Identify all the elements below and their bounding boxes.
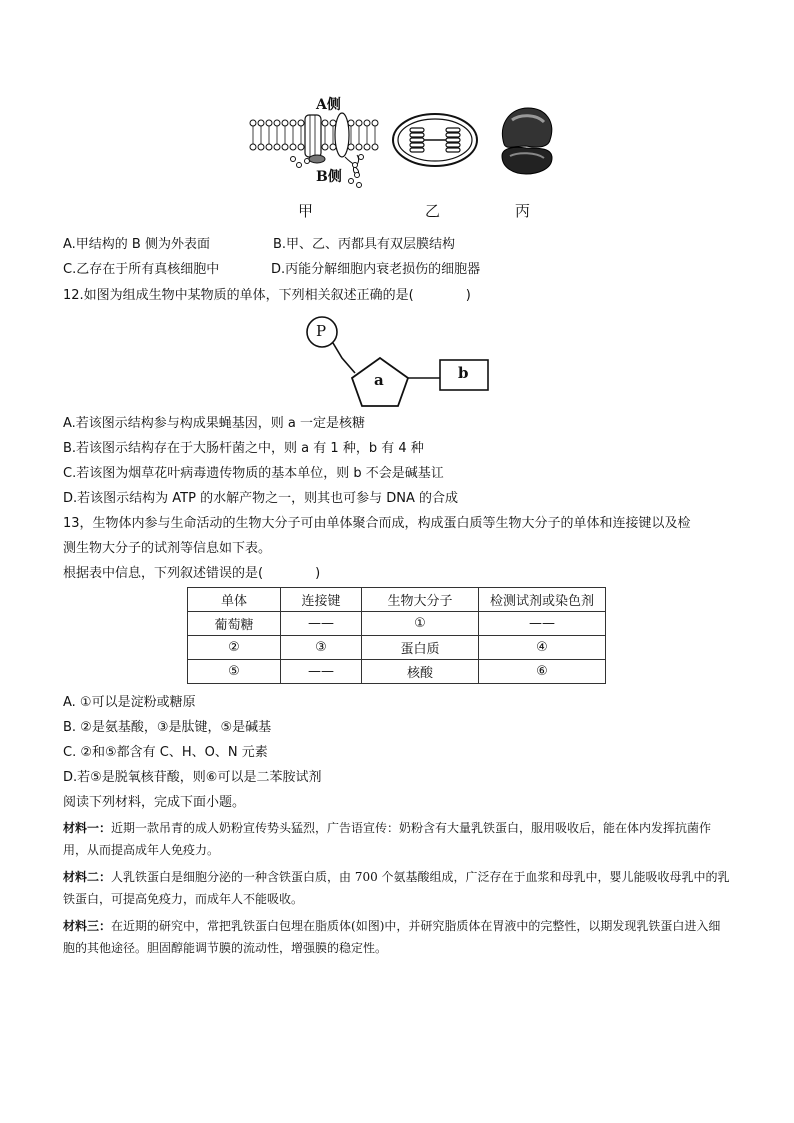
table-cell: ⑥ xyxy=(479,660,606,684)
q13-option-b: B. ②是氨基酸，③是肽键，⑤是碱基 xyxy=(63,720,272,735)
table-header-cell: 生物大分子 xyxy=(362,588,479,612)
q13-option-c: C. ②和⑤都含有 C、H、O、N 元素 xyxy=(63,745,268,760)
nucleotide-label-p: P xyxy=(316,322,327,340)
q13-stem-line3: 根据表中信息，下列叙述错误的是( ) xyxy=(63,566,321,581)
q12-option-b: B.若该图示结构存在于大肠杆菌之中，则 a 有 1 种，b 有 4 种 xyxy=(63,441,424,456)
material-text: 人乳铁蛋白是细胞分泌的一种含铁蛋白质，由 700 个氨基酸组成，广泛存在于血浆和母乳中，婴儿能吸收母乳中的乳铁蛋白，可提高免疫力，而成年人不能吸收。 xyxy=(63,870,730,906)
label-jia: 甲 xyxy=(298,202,314,220)
q11-option-d: D.丙能分解细胞内衰老损伤的细胞器 xyxy=(271,262,481,277)
q12-stem: 12.如图为组成生物中某物质的单体，下列相关叙述正确的是( ) xyxy=(63,288,471,303)
figure-membrane-jia xyxy=(245,95,380,190)
material-3 xyxy=(63,915,731,959)
table-cell: ⑤ xyxy=(188,660,281,684)
material-2 xyxy=(63,866,731,910)
table-header-cell: 检测试剂或染色剂 xyxy=(479,588,606,612)
table-row xyxy=(188,636,606,660)
figure-ribosome-bing xyxy=(496,104,558,176)
material-title: 材料三： xyxy=(63,919,112,933)
q13-stem-line1: 13，生物体内参与生命活动的生物大分子可由单体聚合而成，构成蛋白质等生物大分子的单体和连接键以及检 xyxy=(63,516,691,531)
q13-option-a: A. ①可以是淀粉或糖原 xyxy=(63,695,196,710)
material-text: 在近期的研究中，常把乳铁蛋白包埋在脂质体(如图)中，并研究脂质体在胃液中的完整性，以期发现乳铁蛋白进入细胞的其他途径。胆固醇能调节膜的流动性，增强膜的稳定性。 xyxy=(63,919,721,955)
q13-table xyxy=(187,587,606,684)
q12-option-d: D.若该图示结构为 ATP 的水解产物之一，则其也可参与 DNA 的合成 xyxy=(63,491,458,506)
nucleotide-label-b: b xyxy=(458,364,469,382)
table-header-cell: 连接键 xyxy=(281,588,362,612)
table-cell: ② xyxy=(188,636,281,660)
table-cell: ④ xyxy=(479,636,606,660)
table-cell: —— xyxy=(281,612,362,636)
table-cell: —— xyxy=(479,612,606,636)
label-yi: 乙 xyxy=(425,202,441,220)
table-cell: ③ xyxy=(281,636,362,660)
label-a-side: A侧 xyxy=(316,97,341,113)
q13-stem-line2: 测生物大分子的试剂等信息如下表。 xyxy=(63,541,272,556)
nucleotide-label-a: a xyxy=(374,371,384,389)
q12-option-c: C.若该图为烟草花叶病毒遗传物质的基本单位，则 b 不会是碱基讧 xyxy=(63,466,444,481)
table-row xyxy=(188,612,606,636)
label-b-side: B侧 xyxy=(316,169,342,185)
nucleotide-diagram xyxy=(300,313,495,413)
table-cell: ① xyxy=(362,612,479,636)
q11-option-c: C.乙存在于所有真核细胞中 xyxy=(63,262,220,277)
q11-option-b: B.甲、乙、丙都具有双层膜结构 xyxy=(273,237,456,252)
table-cell: 葡萄糖 xyxy=(188,612,281,636)
q11-option-a: A.甲结构的 B 侧为外表面 xyxy=(63,237,210,252)
q12-option-a: A.若该图示结构参与构成果蝇基因，则 a 一定是核糖 xyxy=(63,416,366,431)
material-text: 近期一款吊青的成人奶粉宣传势头猛烈，广告语宣传：奶粉含有大量乳铁蛋白，服用吸收后，能在体内发挥抗菌作用，从而提高成年人免疫力。 xyxy=(63,821,712,857)
table-cell: 蛋白质 xyxy=(362,636,479,660)
material-1 xyxy=(63,817,731,861)
figure-mitochondria-yi xyxy=(390,110,480,170)
material-title: 材料二： xyxy=(63,870,112,884)
table-cell: —— xyxy=(281,660,362,684)
table-row xyxy=(188,660,606,684)
q13-option-d: D.若⑤是脱氧核苷酸，则⑥可以是二苯胺试剂 xyxy=(63,770,322,785)
label-bing: 丙 xyxy=(515,202,531,220)
table-cell: 核酸 xyxy=(362,660,479,684)
table-header-cell: 单体 xyxy=(188,588,281,612)
material-title: 材料一： xyxy=(63,821,112,835)
table-header-row xyxy=(188,588,606,612)
reading-intro: 阅读下列材料，完成下面小题。 xyxy=(63,795,246,810)
